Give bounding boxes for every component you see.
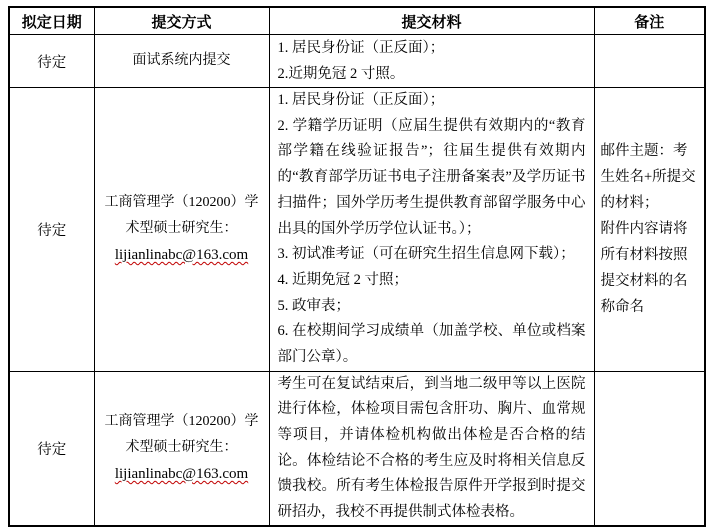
material-item: 考生可在复试结束后，到当地二级甲等以上医院进行体检，体检项目需包含肝功、胸片、血常规等项目，并请体检机构做出体检是否合格的结论。体检结论不合格的考生应及时将相关信息反馈我校。所有考生体检报告原件开学报到时提交研招办，我校不再提供制式体检表格。 (277, 375, 586, 520)
col-header-planned-date: 拟定日期 (9, 7, 94, 35)
cell-planned-date: 待定 (9, 88, 94, 372)
col-header-submission-materials: 提交材料 (269, 7, 594, 35)
material-item: 2. 学籍学历证明（应届生提供有效期内的“教育部学籍在线验证报告”；往届生提供有效期内的“教育部学历证书电子注册备案表”及学历证书扫描件；国外学历考生提供教育部留学服务中心出具的国外学历学位认证书。）； (277, 117, 586, 237)
remark-line: 邮件主题：考生姓名+所提交的材料； (600, 143, 696, 212)
program-label: 工商管理学（120200）学术型硕士研究生： (104, 194, 259, 236)
cell-submission-method: 面试系统内提交 (94, 35, 269, 88)
table-row-interview-system (9, 35, 705, 88)
material-item: 3. 初试准考证（可在研究生招生信息网下载）； (277, 246, 575, 263)
cell-remarks (594, 88, 705, 372)
col-header-submission-method: 提交方式 (94, 7, 269, 35)
table-row-physical-exam (9, 371, 705, 526)
email-address: lijianlinabc@163.com (114, 466, 249, 483)
material-item: 4. 近期免冠 2 寸照； (277, 271, 408, 288)
material-item: 1. 居民身份证（正反面）； (277, 40, 445, 56)
cell-remarks-empty (594, 371, 705, 526)
cell-submission-method (94, 371, 269, 526)
program-label: 工商管理学（120200）学术型硕士研究生： (104, 414, 259, 456)
cell-planned-date: 待定 (9, 371, 94, 526)
col-header-remarks: 备注 (594, 7, 705, 35)
material-item: 5. 政审表； (277, 297, 350, 314)
cell-submission-materials (269, 371, 594, 526)
cell-remarks-empty (594, 35, 705, 88)
cell-submission-method (94, 88, 269, 372)
material-item: 1. 居民身份证（正反面）； (277, 92, 445, 108)
header-row (9, 7, 705, 35)
cell-submission-materials (269, 35, 594, 88)
remark-line: 附件内容请将所有材料按照提交材料的名称命名 (600, 221, 688, 316)
table-row-email-materials (9, 88, 705, 372)
submission-requirements-table (8, 6, 706, 527)
material-item: 6. 在校期间学习成绩单（加盖学校、单位或档案部门公章）。 (277, 323, 586, 366)
email-address: lijianlinabc@163.com (114, 246, 249, 263)
material-item: 2.近期免冠 2 寸照。 (277, 66, 405, 82)
cell-planned-date: 待定 (9, 35, 94, 88)
cell-submission-materials (269, 88, 594, 372)
